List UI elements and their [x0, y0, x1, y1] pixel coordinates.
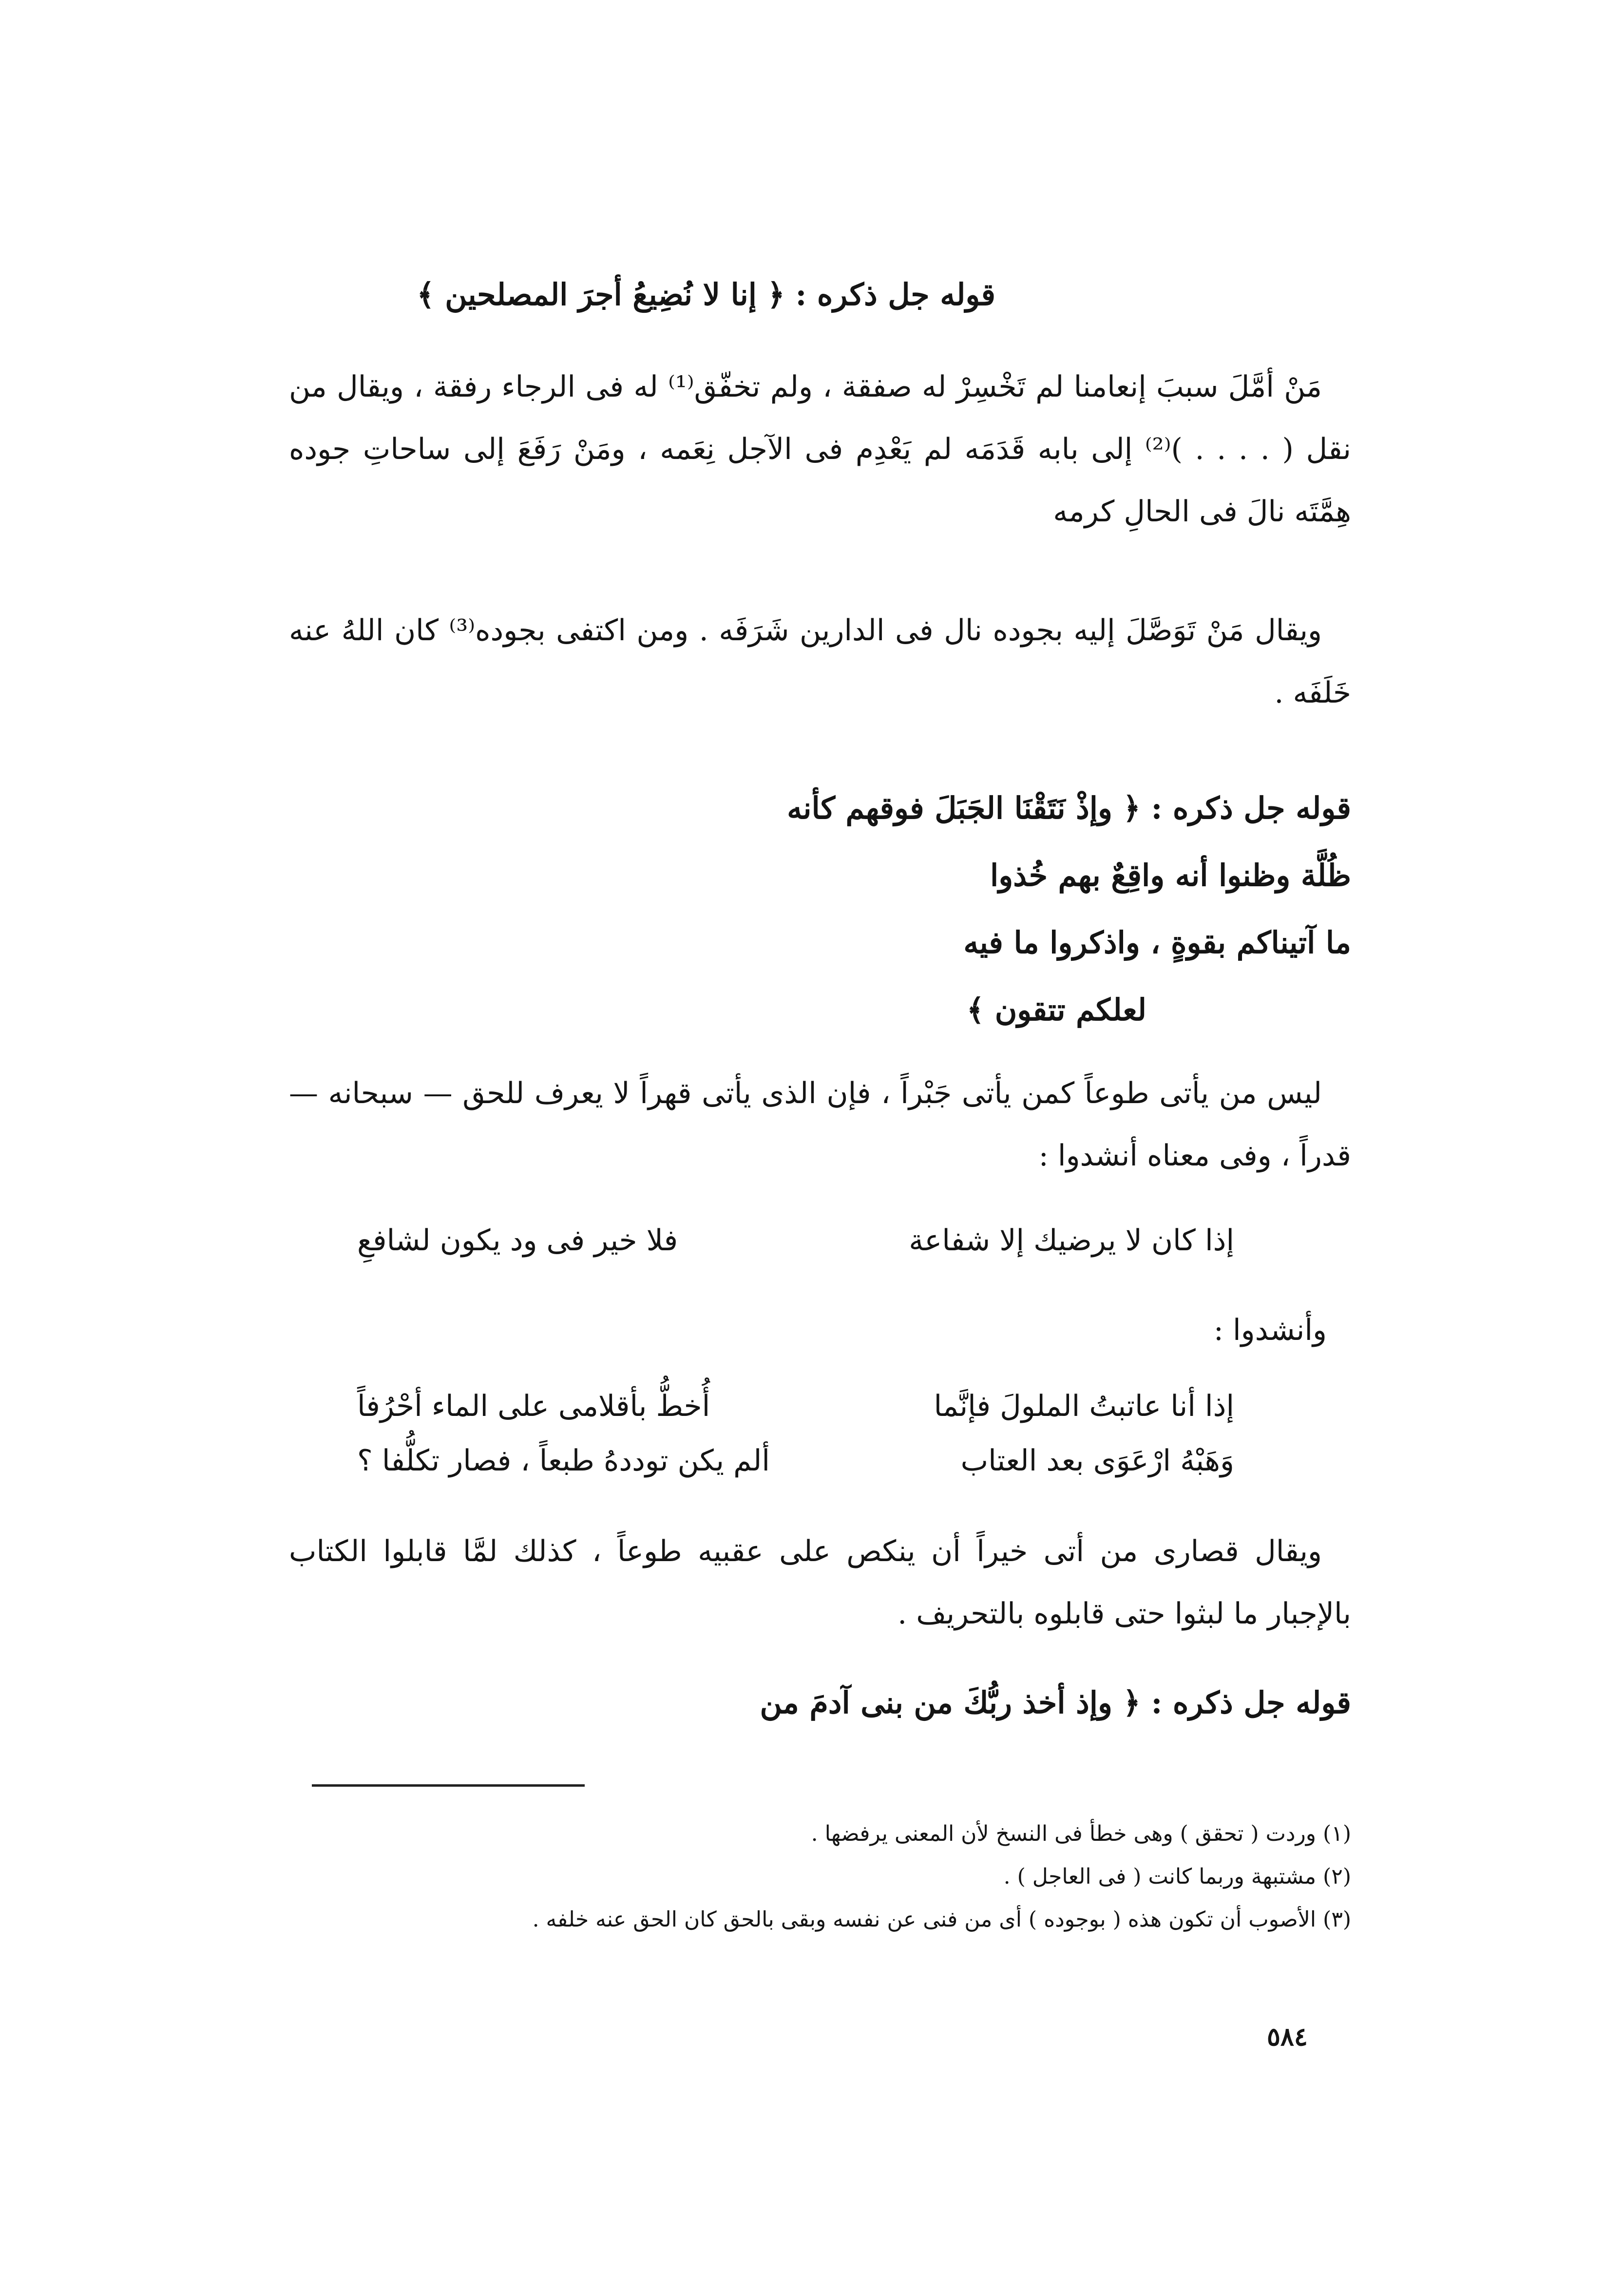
footnotes	[279, 1813, 1351, 1941]
footnote-divider	[312, 1784, 585, 1787]
verse-heading-line: ما آتيناكم بقوةٍ ، واذكروا ما فيه	[963, 925, 1351, 960]
poem-hemistich-second: أُخطُّ بأقلامى على الماء أحْرُفاً	[357, 1389, 710, 1423]
poem-1	[357, 1213, 1234, 1268]
paragraph-1: مَنْ أمَّلَ سببَ إنعامنا لم تَخْسِرْ له صفقة ، ولم تخفّق⁽¹⁾ له فى الرجاء رفقة ، ويقال من نقل ( . . . . )⁽²⁾ إلى بابه قَدَمَه لم يَعْدِم فى الآجل نِعَمه ، ومَنْ رَفَعَ إلى ساحاتِ جوده هِمَّتَه نالَ فى الحالِ كرمه	[289, 370, 1351, 529]
poem-hemistich-first: وَهَبْهُ ارْعَوَى بعد العتاب	[960, 1444, 1234, 1478]
recitation-intro: وأنشدوا :	[1213, 1313, 1327, 1347]
poem-hemistich-second: فلا خير فى ود يكون لشافعِ	[357, 1223, 678, 1258]
section-heading-3: قوله جل ذكره : ﴿ وإذ أخذ ربُّكَ من بنى آدمَ من	[760, 1685, 1351, 1720]
poem-2	[357, 1379, 1234, 1488]
verse-heading-2	[620, 775, 1351, 1044]
section-heading-1: قوله جل ذكره : ﴿ إنا لا نُضِيعُ أجرَ المصلحين ﴾	[417, 277, 995, 312]
verse-heading-line: قوله جل ذكره : ﴿ وإذْ نَتَقْنَا الجَبَلَ فوقهم كأنه	[787, 790, 1351, 826]
poem-hemistich-second: ألم يكن توددهُ طبعاً ، فصار تكلُّفا ؟	[357, 1444, 770, 1478]
paragraph-2: ويقال مَنْ تَوَصَّلَ إليه بجوده نال فى الدارين شَرَفَه . ومن اكتفى بجوده⁽³⁾ كان اللهُ عنه خَلَفَه .	[289, 613, 1351, 710]
poem-line	[357, 1213, 1234, 1268]
footnote-1: (١) وردت ( تحقق ) وهى خطأ فى النسخ لأن المعنى يرفضها .	[811, 1821, 1351, 1846]
paragraph-3: ليس من يأتى طوعاً كمن يأتى جَبْراً ، فإن الذى يأتى قهراً لا يعرف للحق — سبحانه — قدراً ، وفى معناه أنشدوا :	[289, 1076, 1351, 1173]
poem-hemistich-first: إذا أنا عاتبتُ الملولَ فإنَّما	[934, 1389, 1234, 1423]
paragraph-4: ويقال قصارى من أتى خيراً أن ينكص على عقبيه طوعاً ، كذلك لمَّا قابلوا الكتاب بالإجبار ما لبثوا حتى قابلوه بالتحريف .	[289, 1534, 1351, 1631]
footnote-2: (٢) مشتبهة وربما كانت ( فى العاجل ) .	[1003, 1864, 1351, 1889]
footnote-3: (٣) الأصوب أن تكون هذه ( بوجوده ) أى من فنى عن نفسه وبقى بالحق كان الحق عنه خلفه .	[532, 1907, 1351, 1932]
verse-heading-line: ظُلَّة وظنوا أنه واقِعٌ بهم خُذوا	[990, 858, 1351, 893]
poem-hemistich-first: إذا كان لا يرضيك إلا شفاعة	[909, 1223, 1234, 1258]
page-number: ٥٨٤	[1267, 2022, 1308, 2052]
poem-line	[357, 1379, 1234, 1433]
verse-heading-line: لعلكم تتقون ﴾	[966, 992, 1146, 1028]
poem-line	[357, 1433, 1234, 1488]
